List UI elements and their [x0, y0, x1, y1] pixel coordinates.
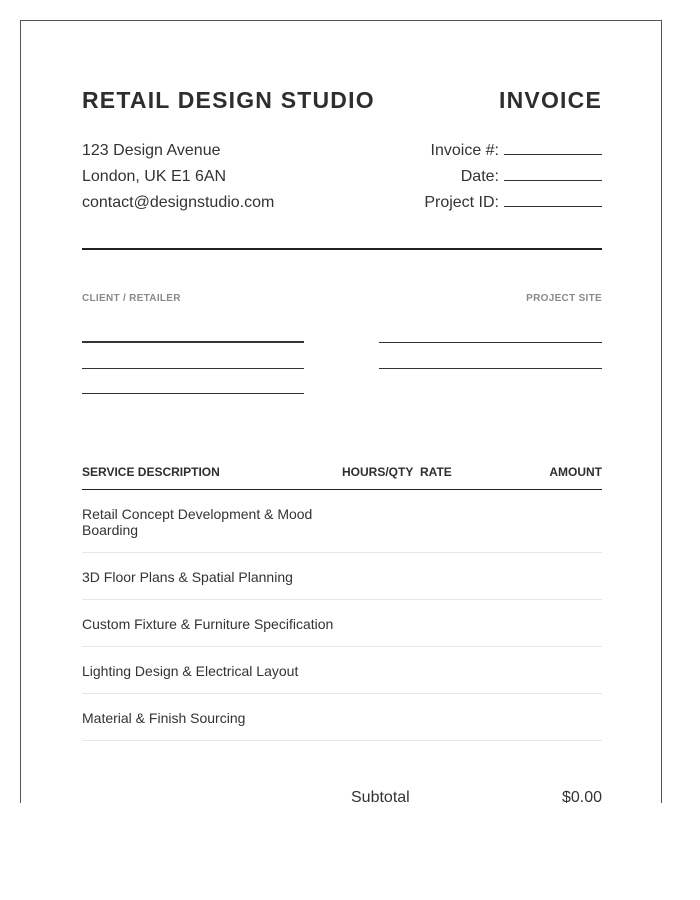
- column-header-rate: RATE: [420, 465, 452, 479]
- project-id-label: Project ID:: [424, 194, 499, 211]
- subtotal-value: $0.00: [561, 789, 602, 803]
- service-description: Lighting Design & Electrical Layout: [82, 663, 299, 679]
- column-header-description: SERVICE DESCRIPTION: [82, 465, 220, 479]
- invoice-number-label: Invoice #:: [430, 142, 499, 159]
- project-id-field[interactable]: [504, 192, 602, 207]
- header-divider: [82, 248, 602, 250]
- address-line-2: London, UK E1 6AN: [82, 168, 227, 185]
- service-description: Retail Concept Development & Mood Boarding: [82, 506, 313, 538]
- table-row: [82, 490, 602, 553]
- client-line-2[interactable]: [82, 368, 304, 369]
- studio-name: RETAIL DESIGN STUDIO: [82, 87, 375, 113]
- invoice-header: [82, 87, 602, 117]
- service-description: 3D Floor Plans & Spatial Planning: [82, 569, 293, 585]
- date-row: [342, 164, 602, 190]
- table-row: [82, 647, 602, 694]
- studio-address: [82, 138, 274, 216]
- client-label: CLIENT / RETAILER: [82, 293, 181, 304]
- service-description: Material & Finish Sourcing: [82, 710, 246, 726]
- invoice-sheet: [20, 20, 662, 803]
- invoice-number-row: [342, 138, 602, 164]
- site-line-1[interactable]: [379, 342, 602, 343]
- table-row: [82, 553, 602, 600]
- table-row: [82, 600, 602, 647]
- project-id-row: [342, 190, 602, 216]
- project-site-label: PROJECT SITE: [526, 293, 602, 304]
- contact-email: contact@designstudio.com: [82, 194, 275, 211]
- document-title: INVOICE: [499, 87, 602, 113]
- invoice-number-field[interactable]: [504, 140, 602, 155]
- table-row: [82, 694, 602, 741]
- site-line-2[interactable]: [379, 368, 602, 369]
- column-header-amount: AMOUNT: [549, 465, 602, 479]
- client-line-3[interactable]: [82, 393, 304, 394]
- date-label: Date:: [460, 168, 499, 185]
- table-header: [82, 463, 602, 483]
- service-description: Custom Fixture & Furniture Specification: [82, 616, 334, 632]
- column-header-qty: HOURS/QTY: [342, 465, 414, 479]
- client-line-1[interactable]: [82, 341, 304, 343]
- address-line-1: 123 Design Avenue: [82, 142, 221, 159]
- service-rows: [82, 490, 602, 741]
- subtotal-label: Subtotal: [351, 789, 410, 803]
- date-field[interactable]: [504, 166, 602, 181]
- invoice-meta: [342, 138, 602, 216]
